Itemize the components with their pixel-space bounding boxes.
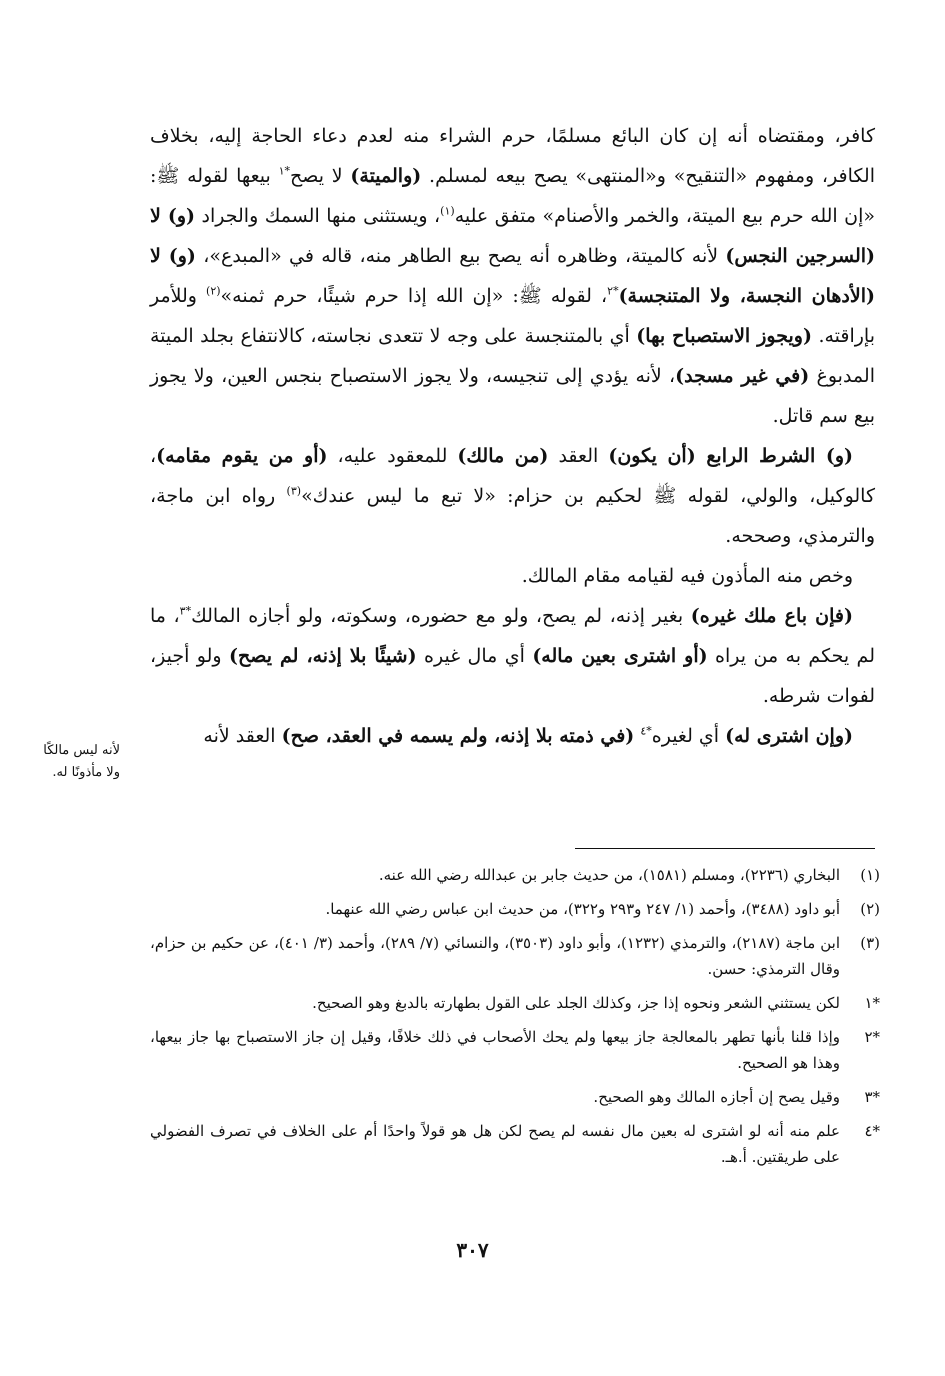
text-run: أي بالمتنجسة على وجه لا تتعدى نجاسته، كالانتفاع بجلد الميتة المدبوغ: [150, 325, 875, 387]
footnote-separator: [575, 848, 875, 849]
bold-term: (في ذمته بلا إذنه، ولم يسمه في العقد، صح): [281, 725, 635, 747]
text-run: العقد: [548, 445, 609, 467]
footnote-ref[interactable]: (٣): [286, 484, 302, 498]
page-number: ٣٠٧: [456, 1238, 489, 1262]
main-text: [150, 116, 875, 756]
text-run: لأنه كالميتة، وظاهره أنه يصح بيع الطاهر منه، قاله في «المبدع»،: [195, 245, 726, 267]
bold-term: (ويجوز الاستصباح بها): [636, 325, 812, 347]
text-run: لا يصح: [290, 165, 351, 187]
footnote-ref[interactable]: (٢): [206, 284, 221, 298]
footnote: [150, 862, 880, 888]
text-run: بيعها لقوله ﷺ: «إن الله حرم بيع الميتة، والخمر والأصنام» متفق عليه: [150, 165, 876, 227]
text-run: ولو أجيز، لفوات شرطه.: [150, 645, 875, 707]
footnote-text: أبو داود (٣٤٨٨)، وأحمد (١/ ٢٤٧ و٢٩٣ و٣٢٢)، من حديث ابن عباس رضي الله عنهما.: [325, 900, 840, 918]
star-note-ref[interactable]: *١: [278, 164, 290, 178]
paragraph-3: وخص منه المأذون فيه لقيامه مقام المالك.: [521, 565, 853, 587]
star-note: [150, 1084, 880, 1110]
bold-term: (و) لا (الأدهان النجسة، ولا المتنجسة): [150, 245, 876, 307]
text-run: العقد لأنه: [203, 725, 282, 747]
footnote: [150, 930, 880, 982]
star-note: [150, 1118, 880, 1170]
bold-term: (و) لا (السرجين النجس): [150, 205, 876, 267]
text-run: ، ويستثنى منها السمك والجراد: [195, 205, 441, 227]
star-note-number: *٤: [864, 1122, 880, 1140]
paragraph-4: [150, 596, 875, 716]
text-run: أي لغيره: [651, 725, 726, 747]
bold-term: (و) الشرط الرابع (أن يكون): [608, 445, 854, 467]
text-run: ، كالوكيل، والولي، لقوله ﷺ لحكيم بن حزام: «لا تبع ما ليس عندك»: [150, 445, 876, 507]
bold-term: (شيئًا بلا إذنه، لم يصح): [229, 645, 417, 667]
paragraph-5: [150, 716, 875, 756]
footnote-text: البخاري (٢٢٣٦)، ومسلم (١٥٨١)، من حديث جابر بن عبدالله رضي الله عنه.: [378, 866, 840, 884]
footnote-ref[interactable]: (١): [440, 204, 455, 218]
text-run: رواه ابن ماجة، والترمذي، وصححه.: [150, 485, 875, 547]
star-note-text: وإذا قلنا بأنها تطهر بالمعالجة جاز بيعها ولم يحك الأصحاب في ذلك خلافًا، وقيل إن جاز الاستصباح بها جاز بيعها، وهذا هو الصحيح.: [150, 1028, 840, 1072]
bold-term: (من مالك): [457, 445, 549, 467]
bold-term: (أو من يقوم مقامه): [156, 445, 328, 467]
star-note-number: *١: [864, 994, 880, 1012]
text-run: كافر، ومقتضاه أنه إن كان البائع مسلمًا، حرم الشراء منه لعدم دعاء الحاجة إليه، بخلاف الكافر، ومفهوم «التنقيح» و«المنتهى» يصح بيعه لمسلم.: [150, 125, 875, 187]
footnote-text: ابن ماجة (٢١٨٧)، والترمذي (١٢٣٢)، وأبو داود (٣٥٠٣)، والنسائي (٧/ ٢٨٩)، وأحمد (٣/ ٤٠١)، عن حكيم بن حزام، وقال الترمذي: حسن.: [150, 934, 841, 978]
bold-term: (أو اشترى بعين ماله): [532, 645, 708, 667]
bold-term: (في غير مسجد): [675, 365, 810, 387]
star-note: [150, 990, 880, 1016]
star-note-number: *٢: [864, 1028, 880, 1046]
bold-term: (وإن اشترى له): [725, 725, 853, 747]
footnote-number: (٣): [860, 934, 880, 952]
star-note: [150, 1024, 880, 1076]
text-run: للمعقود عليه،: [327, 445, 458, 467]
text-run: ، ما لم يحكم به من يراه: [150, 605, 875, 667]
star-note-text: علم منه أنه لو اشترى له بعين مال نفسه لم يصح لكن هل هو قولاً واحدًا أم على الخلاف في تصرف الفضولي على طريقتين. أ.هـ.: [150, 1122, 840, 1166]
footnote-number: (١): [860, 866, 880, 884]
star-note-text: لكن يستثني الشعر ونحوه إذا جز، وكذلك الجلد على القول بطهارته بالدبغ وهو الصحيح.: [312, 994, 840, 1012]
text-run: ، لأنه يؤدي إلى تنجيسه، ولا يجوز الاستصباح بنجس العين، ولا يجوز بيع سم قاتل.: [150, 365, 875, 427]
star-note-number: *٣: [864, 1088, 880, 1106]
margin-note: لأنه ليس مالكًا ولا مأذونًا له.: [43, 743, 120, 780]
text-run: بغير إذنه، لم يصح، ولو مع حضوره، وسكوته، ولو أجازه المالك: [191, 605, 691, 627]
text-run: أي مال غيره: [416, 645, 533, 667]
text-run: وللأمر بإراقته.: [150, 285, 876, 347]
star-note-text: وقيل يصح إن أجازه المالك وهو الصحيح.: [593, 1088, 840, 1106]
bold-term: (فإن باع ملك غيره): [690, 605, 853, 627]
star-note-ref[interactable]: *٣: [179, 604, 192, 618]
footnote: [150, 896, 880, 922]
text-run: ، لقوله ﷺ: «إن الله إذا حرم شيئًا، حرم ثمنه»: [220, 285, 608, 307]
footnotes-section: [150, 862, 880, 1178]
star-note-ref[interactable]: *٢: [607, 284, 619, 298]
bold-term: (والميتة): [350, 165, 422, 187]
paragraph-2: [150, 436, 875, 556]
star-note-ref[interactable]: *٤: [640, 724, 652, 738]
paragraph-1: [150, 116, 875, 436]
footnote-number: (٢): [860, 900, 880, 918]
